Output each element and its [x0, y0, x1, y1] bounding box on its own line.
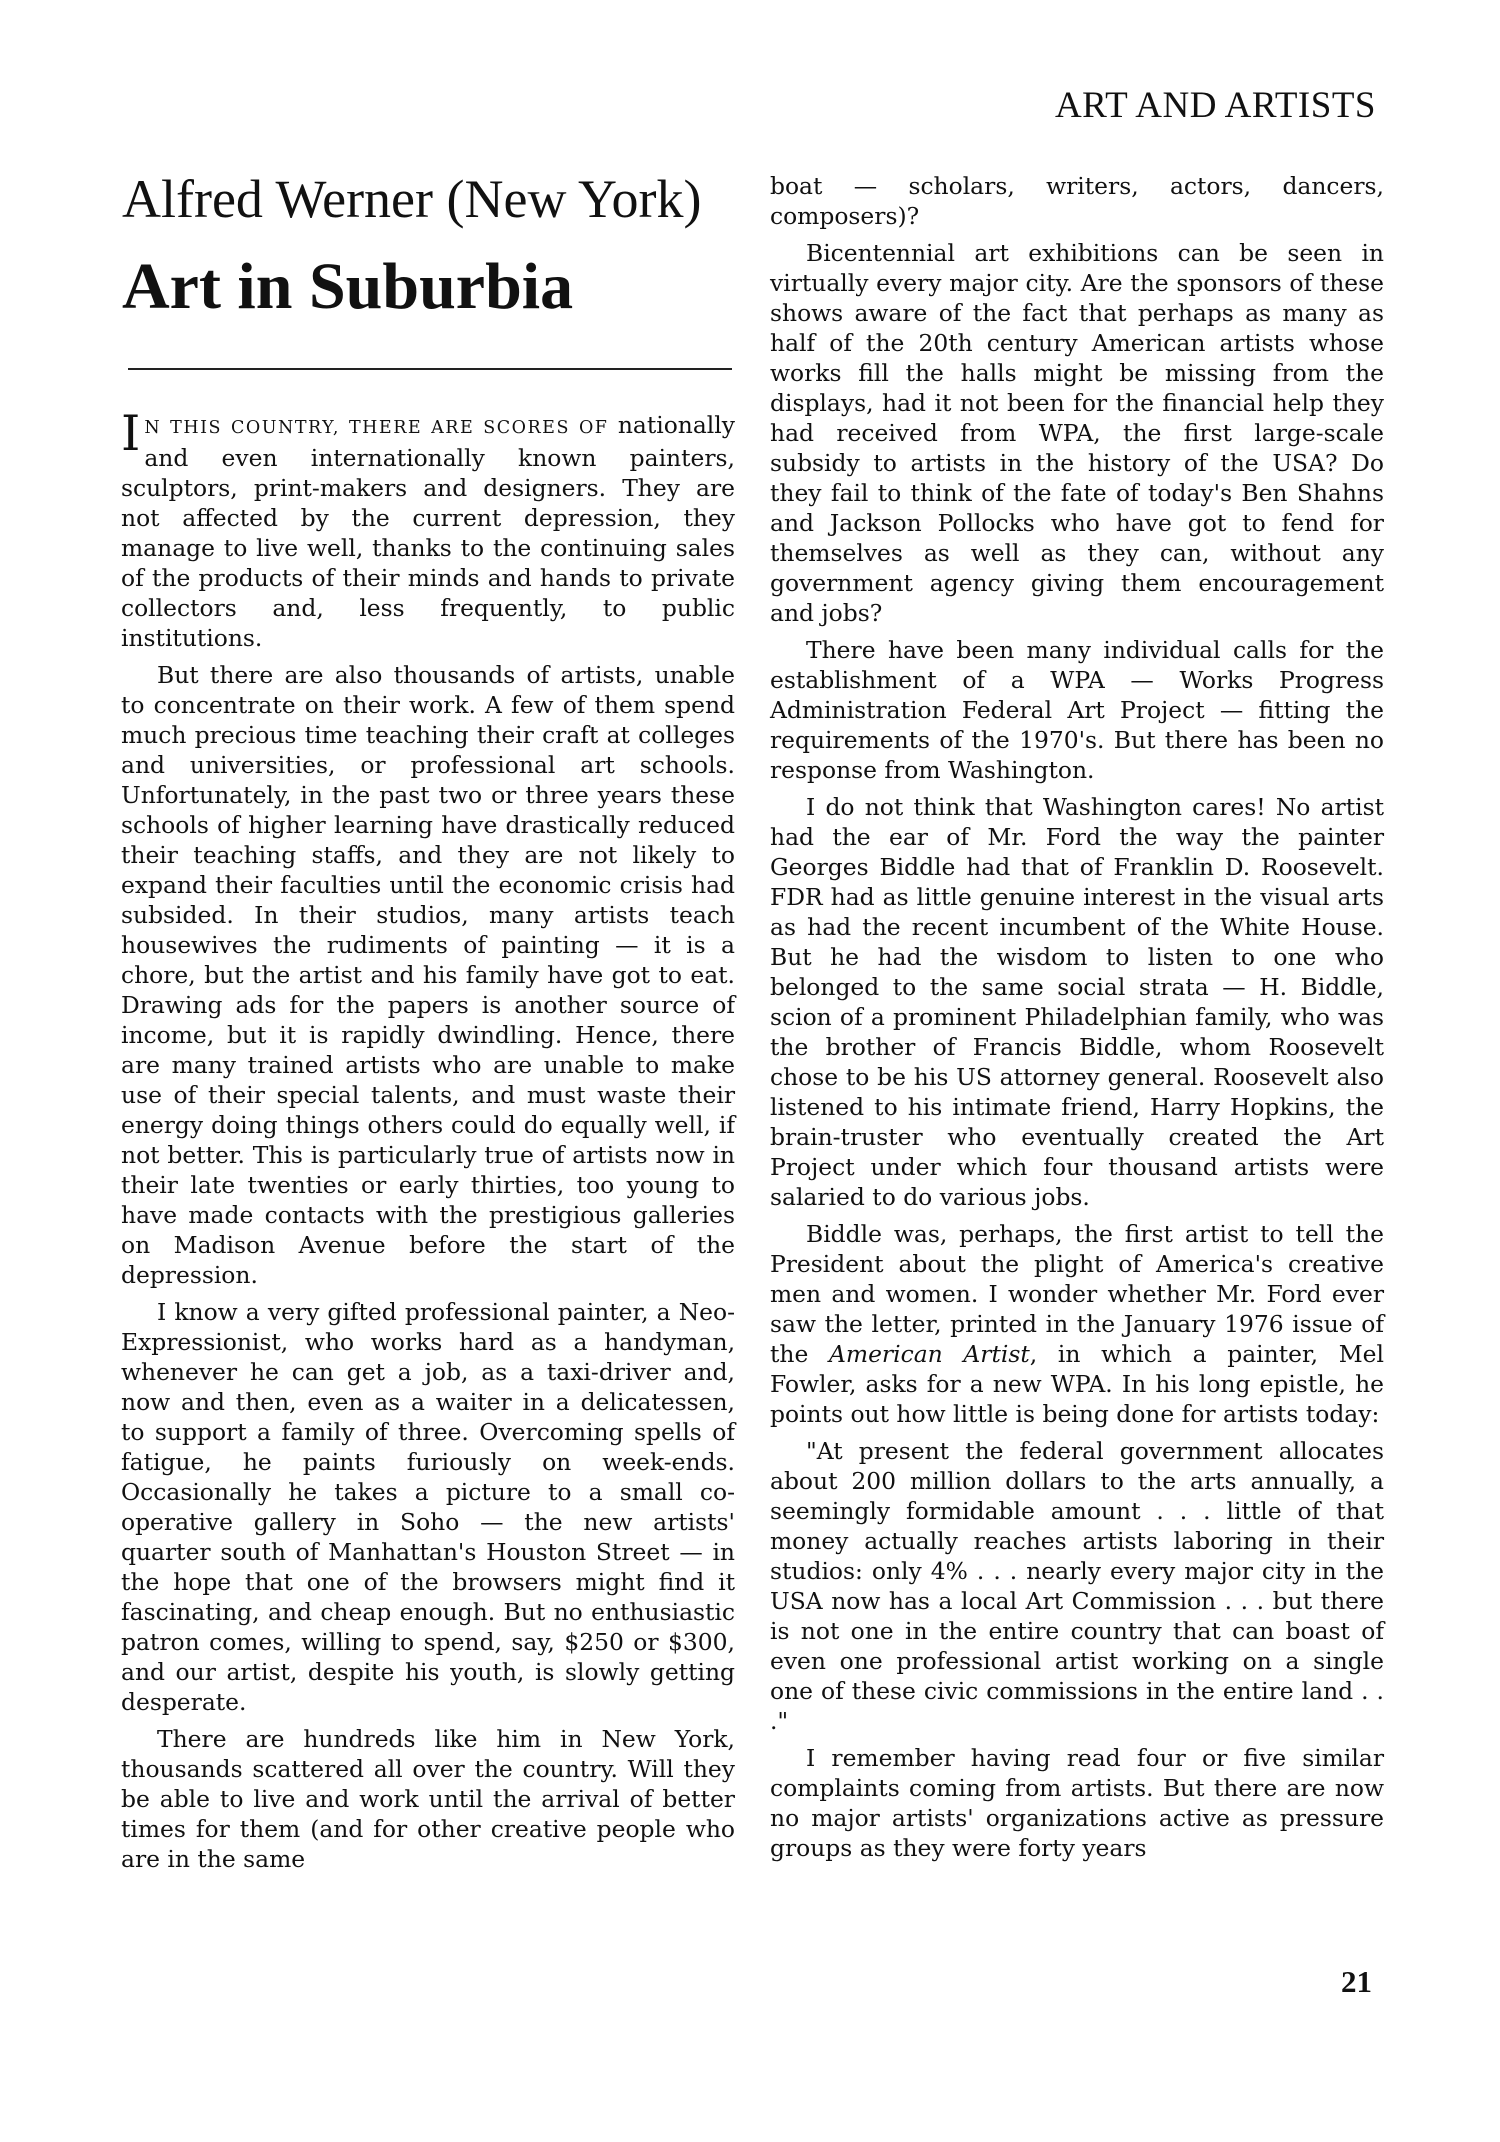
paragraph-9-text-a: Biddle was, perhaps, the first artist to tell the President about the plight of America's creative men and women. I wonder whether Mr. Ford ever saw the letter, printed in the January 1976 issue of the	[770, 1220, 1384, 1368]
article-headline: Art in Suburbia	[122, 250, 574, 323]
drop-cap: I	[121, 405, 141, 462]
paragraph-1-text: nationally and even internationally known painters, sculptors, print-makers and designers. They are not affected by the current depression, they manage to live well, thanks to the continuing sales of the products of their minds and hands to private collectors and, less frequently, to public institutions.	[121, 411, 735, 652]
title-divider	[128, 368, 732, 370]
paragraph-5: boat — scholars, writers, actors, dancers, composers)?	[770, 172, 1384, 230]
small-caps-lead: N THIS COUNTRY, THERE ARE SCORES OF	[144, 418, 609, 438]
paragraph-10: I remember having read four or five similar complaints coming from artists. But there are now no major artists' organizations active as pressure groups as they were forty years	[770, 1744, 1384, 1862]
paragraph-1	[121, 405, 735, 653]
paragraph-9	[770, 1219, 1384, 1429]
left-column	[121, 405, 735, 1881]
running-head: ART AND ARTISTS	[1054, 85, 1376, 126]
magazine-title: American Artist	[829, 1340, 1030, 1368]
paragraph-9-text-b: , in which a painter, Mel Fowler, asks for a new WPA. In his long epistle, he points out how little is being done for artists today:	[770, 1340, 1385, 1428]
right-column	[770, 171, 1384, 1870]
paragraph-7: There have been many individual calls for the establishment of a WPA — Works Progress Administration Federal Art Project — fitting the requirements of the 1970's. But there has been no response from Washington.	[770, 636, 1384, 784]
page-number: 21	[1341, 1964, 1372, 1999]
paragraph-3: I know a very gifted professional painter, a Neo-Expressionist, who works hard as a handyman, whenever he can get a job, as a taxi-driver and, now and then, even as a waiter in a delicatessen, to support a family of three. Overcoming spells of fatigue, he paints furiously on week-ends. Occasionally he takes a picture to a small co-operative gallery in Soho — the new artists' quarter south of Manhattan's Houston Street — in the hope that one of the browsers might find it fascinating, and cheap enough. But no enthusiastic patron comes, willing to spend, say, $250 or $300, and our artist, despite his youth, is slowly getting desperate.	[121, 1298, 735, 1716]
paragraph-4: There are hundreds like him in New York, thousands scattered all over the country. Will they be able to live and work until the arrival of better times for them (and for other creative people who are in the same	[121, 1725, 735, 1873]
paragraph-6: Bicentennial art exhibitions can be seen in virtually every major city. Are the sponsors of these shows aware of the fact that perhaps as many as half of the 20th century American artists whose works fill the halls might be missing from the displays, had it not been for the financial help they had received from WPA, the first large-scale subsidy to artists in the history of the USA? Do they fail to think of the fate of today's Ben Shahns and Jackson Pollocks who have got to fend for themselves as well as they can, without any government agency giving them encouragement and jobs?	[770, 239, 1384, 627]
author-byline: Alfred Werner (New York)	[122, 169, 702, 229]
paragraph-2: But there are also thousands of artists, unable to concentrate on their work. A few of them spend much precious time teaching their craft at colleges and universities, or professional art schools. Unfortunately, in the past two or three years these schools of higher learning have drastically reduced their teaching staffs, and they are not likely to expand their faculties until the economic crisis had subsided. In their studios, many artists teach housewives the rudiments of painting — it is a chore, but the artist and his family have got to eat. Drawing ads for the papers is another source of income, but it is rapidly dwindling. Hence, there are many trained artists who are unable to make use of their special talents, and must waste their energy doing things others could do equally well, if not better. This is particularly true of artists now in their late twenties or early thirties, too young to have made contacts with the prestigious galleries on Madison Avenue before the start of the depression.	[121, 661, 735, 1289]
quotation: "At present the federal government allocates about 200 million dollars to the arts annually, a seemingly formidable amount . . . little of that money actually reaches artists laboring in their studios: only 4% . . . nearly every major city in the USA now has a local Art Commission . . . but there is not one in the entire country that can boast of even one professional artist working on a single one of these civic commissions in the entire land . . ."	[770, 1437, 1384, 1735]
paragraph-8: I do not think that Washington cares! No artist had the ear of Mr. Ford the way the painter Georges Biddle had that of Franklin D. Roosevelt. FDR had as little genuine interest in the visual arts as had the recent incumbent of the White House. But he had the wisdom to listen to one who belonged to the same social strata — H. Biddle, scion of a prominent Philadelphian family, who was the brother of Francis Biddle, whom Roosevelt chose to be his US attorney general. Roosevelt also listened to his intimate friend, Harry Hopkins, the brain-truster who eventually created the Art Project under which four thousand artists were salaried to do various jobs.	[770, 793, 1384, 1211]
